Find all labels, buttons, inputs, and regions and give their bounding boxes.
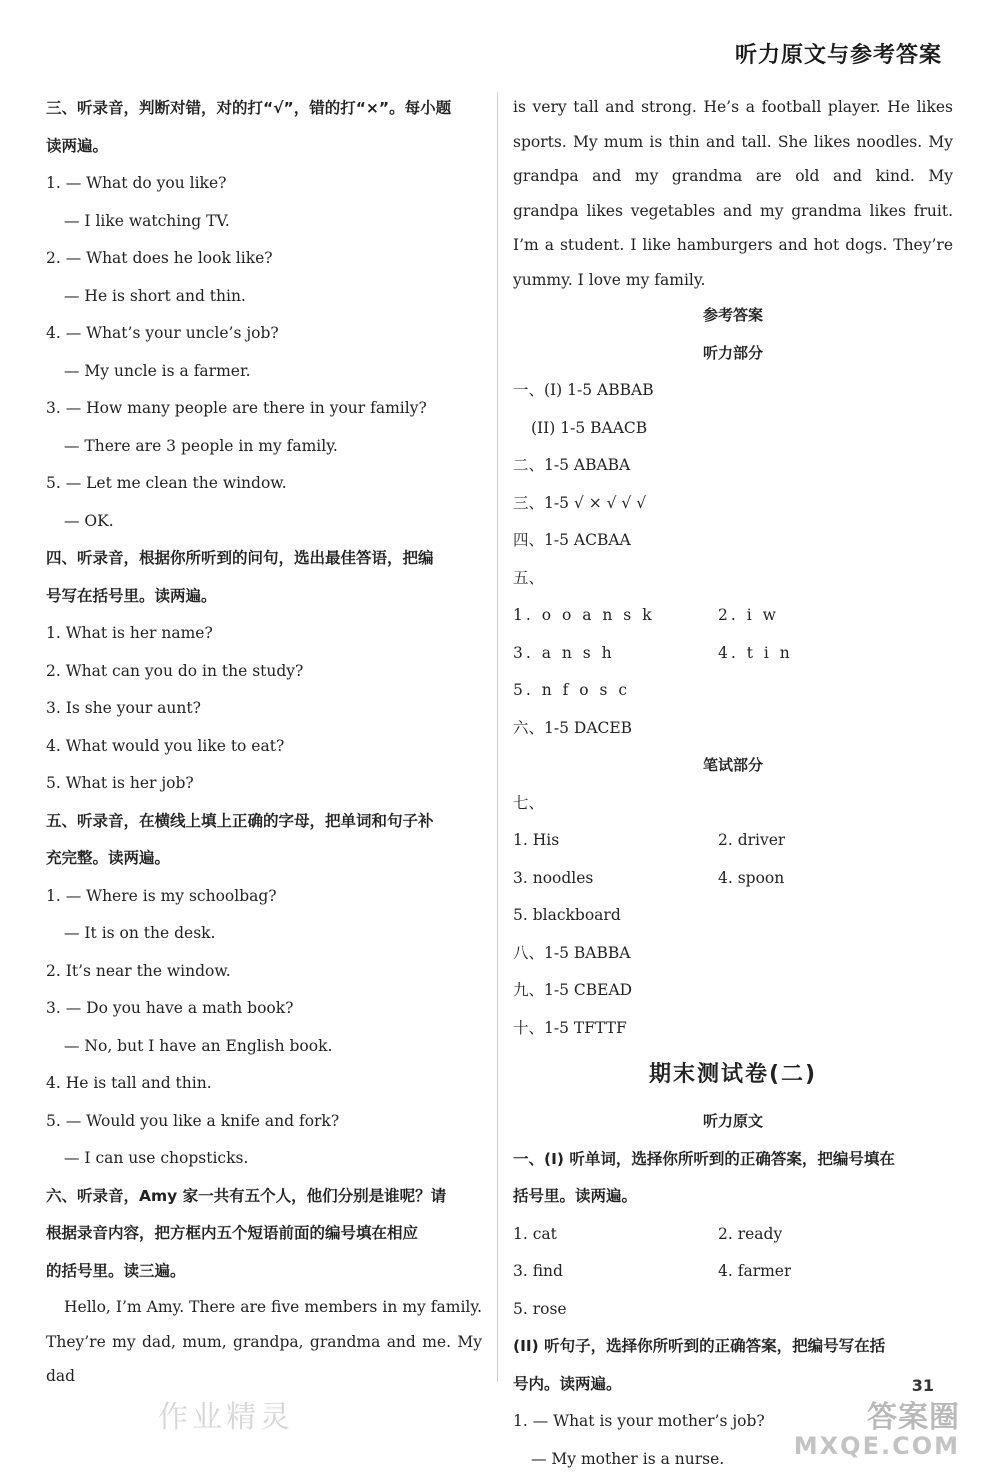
listening-passage: Hello, I’m Amy. There are five members in my family. They’re my dad, mum, grandpa, grandma and me. My dad bbox=[46, 1290, 482, 1394]
dialogue-line: 4. — What’s your uncle’s job? bbox=[46, 315, 482, 353]
section-1i-heading-cont: 括号里。读两遍。 bbox=[513, 1178, 953, 1216]
answer-line: 三、1-5 √ × √ √ √ bbox=[513, 485, 953, 523]
dialogue-line: — I like watching TV. bbox=[46, 203, 482, 241]
page-header-title: 听力原文与参考答案 bbox=[735, 38, 942, 69]
word-item: 5. rose bbox=[513, 1291, 953, 1329]
section-1ii-heading-cont: 号内。读两遍。 bbox=[513, 1366, 953, 1404]
dialogue-line: 5. — Let me clean the window. bbox=[46, 465, 482, 503]
dialogue-line: 5. — Would you like a knife and fork? bbox=[46, 1103, 482, 1141]
site-watermark: 答案圈 bbox=[867, 1392, 960, 1436]
dialogue-line: — I can use chopsticks. bbox=[46, 1140, 482, 1178]
answer-label: 七、 bbox=[513, 785, 953, 823]
word-item: 4. farmer bbox=[718, 1253, 791, 1291]
written-part-title: 笔试部分 bbox=[513, 747, 953, 785]
answer-line: 八、1-5 BABBA bbox=[513, 935, 953, 973]
word-row bbox=[513, 1216, 953, 1254]
answer-item: 3. a n s h bbox=[513, 635, 718, 673]
answer-item: 4. spoon bbox=[718, 860, 784, 898]
answer-row bbox=[513, 860, 953, 898]
listening-text-title: 听力原文 bbox=[513, 1103, 953, 1141]
section-4-heading: 四、听录音，根据你所听到的问句，选出最佳答语，把编 bbox=[46, 540, 482, 578]
section-4-heading-cont: 号写在括号里。读两遍。 bbox=[46, 578, 482, 616]
section-5-heading-cont: 充完整。读两遍。 bbox=[46, 840, 482, 878]
answer-line: 二、1-5 ABABA bbox=[513, 447, 953, 485]
section-6-heading: 六、听录音，Amy 家一共有五个人，他们分别是谁呢？请 bbox=[46, 1178, 482, 1216]
dialogue-line: 1. — What do you like? bbox=[46, 165, 482, 203]
listening-part-title: 听力部分 bbox=[513, 335, 953, 373]
word-item: 2. ready bbox=[718, 1216, 782, 1254]
question-line: 3. Is she your aunt? bbox=[46, 690, 482, 728]
answer-line: 六、1-5 DACEB bbox=[513, 710, 953, 748]
answer-item: 2. i w bbox=[718, 597, 779, 635]
answers-title: 参考答案 bbox=[513, 297, 953, 335]
question-line: 4. What would you like to eat? bbox=[46, 728, 482, 766]
dialogue-line: 4. He is tall and thin. bbox=[46, 1065, 482, 1103]
dialogue-line: 2. — What does he look like? bbox=[46, 240, 482, 278]
site-watermark-url: MXQE.COM bbox=[794, 1432, 960, 1460]
word-item: 3. find bbox=[513, 1253, 718, 1291]
section-1i-heading: 一、(I) 听单词，选择你所听到的正确答案，把编号填在 bbox=[513, 1141, 953, 1179]
dialogue-line: 1. — Where is my schoolbag? bbox=[46, 878, 482, 916]
answer-line: 九、1-5 CBEAD bbox=[513, 972, 953, 1010]
section-5-heading: 五、听录音，在横线上填上正确的字母，把单词和句子补 bbox=[46, 803, 482, 841]
answer-line: (II) 1-5 BAACB bbox=[513, 410, 953, 448]
section-3-heading-cont: 读两遍。 bbox=[46, 128, 482, 166]
question-line: 2. What can you do in the study? bbox=[46, 653, 482, 691]
answer-item: 5. blackboard bbox=[513, 897, 953, 935]
dialogue-line: — No, but I have an English book. bbox=[46, 1028, 482, 1066]
answer-row bbox=[513, 597, 953, 635]
question-line: 5. What is her job? bbox=[46, 765, 482, 803]
section-6-heading-cont: 根据录音内容，把方框内五个短语前面的编号填在相应 bbox=[46, 1215, 482, 1253]
dialogue-line: — OK. bbox=[46, 503, 482, 541]
exam-title: 期末测试卷(二) bbox=[513, 1047, 953, 1103]
dialogue-line: — It is on the desk. bbox=[46, 915, 482, 953]
word-item: 1. cat bbox=[513, 1216, 718, 1254]
answer-label: 五、 bbox=[513, 560, 953, 598]
section-3-heading: 三、听录音，判断对错，对的打“√”，错的打“×”。每小题 bbox=[46, 90, 482, 128]
dialogue-line: — There are 3 people in my family. bbox=[46, 428, 482, 466]
answer-item: 5. n f o s c bbox=[513, 672, 953, 710]
dialogue-line: — My uncle is a farmer. bbox=[46, 353, 482, 391]
answer-item: 2. driver bbox=[718, 822, 785, 860]
answer-item: 3. noodles bbox=[513, 860, 718, 898]
answer-row bbox=[513, 635, 953, 673]
dialogue-line: 2. It’s near the window. bbox=[46, 953, 482, 991]
column-divider bbox=[497, 92, 498, 1382]
dialogue-line: — He is short and thin. bbox=[46, 278, 482, 316]
dialogue-line: 1. — What is your mother’s job? bbox=[513, 1403, 953, 1441]
page-number: 31 bbox=[912, 1376, 934, 1395]
word-row bbox=[513, 1253, 953, 1291]
dialogue-line: 3. — Do you have a math book? bbox=[46, 990, 482, 1028]
answer-item: 4. t i n bbox=[718, 635, 793, 673]
answer-item: 1. His bbox=[513, 822, 718, 860]
answer-item: 1. o o a n s k bbox=[513, 597, 718, 635]
stamp-watermark: 作业精灵 bbox=[158, 1392, 294, 1436]
section-6-heading-cont: 的括号里。读三遍。 bbox=[46, 1253, 482, 1291]
dialogue-line: — My mother is a nurse. bbox=[513, 1441, 953, 1478]
answer-line: 四、1-5 ACBAA bbox=[513, 522, 953, 560]
answer-row bbox=[513, 822, 953, 860]
answer-line: 一、(I) 1-5 ABBAB bbox=[513, 372, 953, 410]
question-line: 1. What is her name? bbox=[46, 615, 482, 653]
answer-line: 十、1-5 TFTTF bbox=[513, 1010, 953, 1048]
listening-passage-cont: is very tall and strong. He’s a football player. He likes sports. My mum is thin and tall. She likes noodles. My grandpa and my grandma are old and kind. My grandpa likes vegetables and my grandma likes fruit. I’m a student. I like hamburgers and hot dogs. They’re yummy. I love my family. bbox=[513, 90, 953, 297]
left-column bbox=[46, 90, 482, 1394]
dialogue-line: 3. — How many people are there in your family? bbox=[46, 390, 482, 428]
right-column bbox=[513, 90, 953, 1478]
section-1ii-heading: (II) 听句子，选择你所听到的正确答案，把编号写在括 bbox=[513, 1328, 953, 1366]
